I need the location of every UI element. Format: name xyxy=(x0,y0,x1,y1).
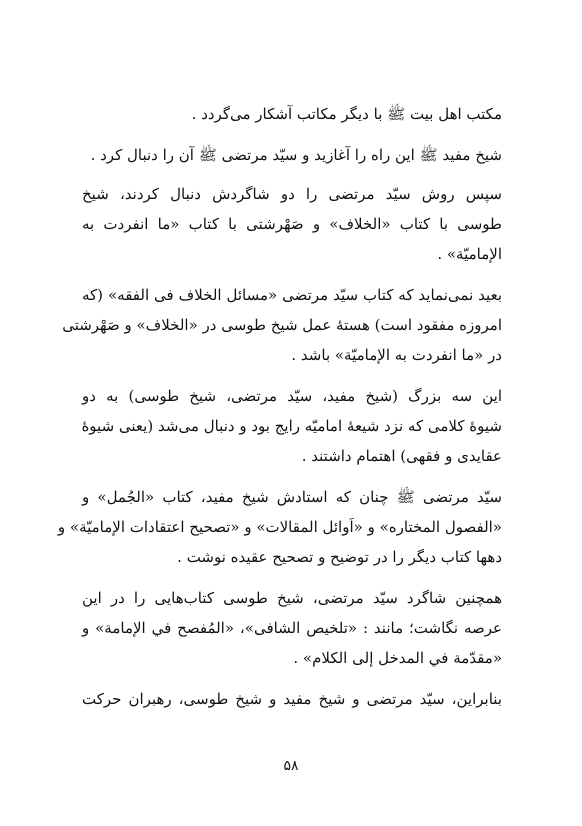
text-line: عقایدی و فقهی) اهتمام داشتند . xyxy=(301,447,502,465)
text-line: الإمامیّة» . xyxy=(437,245,502,263)
text-line: بعید نمی‌نماید که کتاب سیّد مرتضی «مسائل الخلاف فی الفقه» (که xyxy=(82,286,502,304)
text-line: دهها کتاب دیگر را در توضیح و تصحیح عقیده نوشت . xyxy=(177,548,502,566)
text-line: «مقدّمة في المدخل إلی الکلام» . xyxy=(293,649,502,667)
text-line: سپس روش سیّد مرتضی را دو شاگردش دنبال کردند، شیخ xyxy=(82,185,502,203)
text-line: بنابراین، سیّد مرتضی و شیخ مفید و شیخ طوسی، رهبران حرکت xyxy=(82,690,502,708)
text-line: مکتب اهل بیت ﷺ با دیگر مکاتب آشکار می‌گردد . xyxy=(191,105,502,123)
text-line: این سه بزرگ (شیخ مفید، سیّد مرتضی، شیخ طوسی) به دو xyxy=(82,387,502,405)
text-line: همچنین شاگرد سیّد مرتضی، شیخ طوسی کتاب‌هایی را در این xyxy=(82,589,502,607)
page-number: ۵۸ xyxy=(283,758,299,774)
text-line: عرصه نگاشت؛ مانند : «تلخیص الشافی»، «المُفصح في الإمامة» و xyxy=(82,619,502,637)
text-line: شیوهٔ کلامی که نزد شیعهٔ امامیّه رایج بود و دنبال می‌شد (یعنی شیوهٔ xyxy=(81,417,502,435)
text-line: طوسی با کتاب «الخلاف» و صَهْرشتی با کتاب «ما انفردت به xyxy=(82,215,502,233)
text-line: «الفصول المختاره» و «اَوائل المقالات» و «تصحیح اعتقادات الإمامیّة» و xyxy=(57,518,502,536)
text-line: سیّد مرتضی ﷺ چنان که استادش شیخ مفید، کتاب «الجُمل» و xyxy=(82,488,502,506)
text-line: شیخ مفید ﷺ این راه را آغازید و سیّد مرتضی ﷺ آن را دنبال کرد . xyxy=(90,146,502,164)
text-line: در «ما انفردت به الإمامیّة» باشد . xyxy=(291,346,502,364)
text-line: امروزه مفقود است) هستهٔ عمل شیخ طوسی در «الخلاف» و صَهْرشتی xyxy=(62,316,502,334)
